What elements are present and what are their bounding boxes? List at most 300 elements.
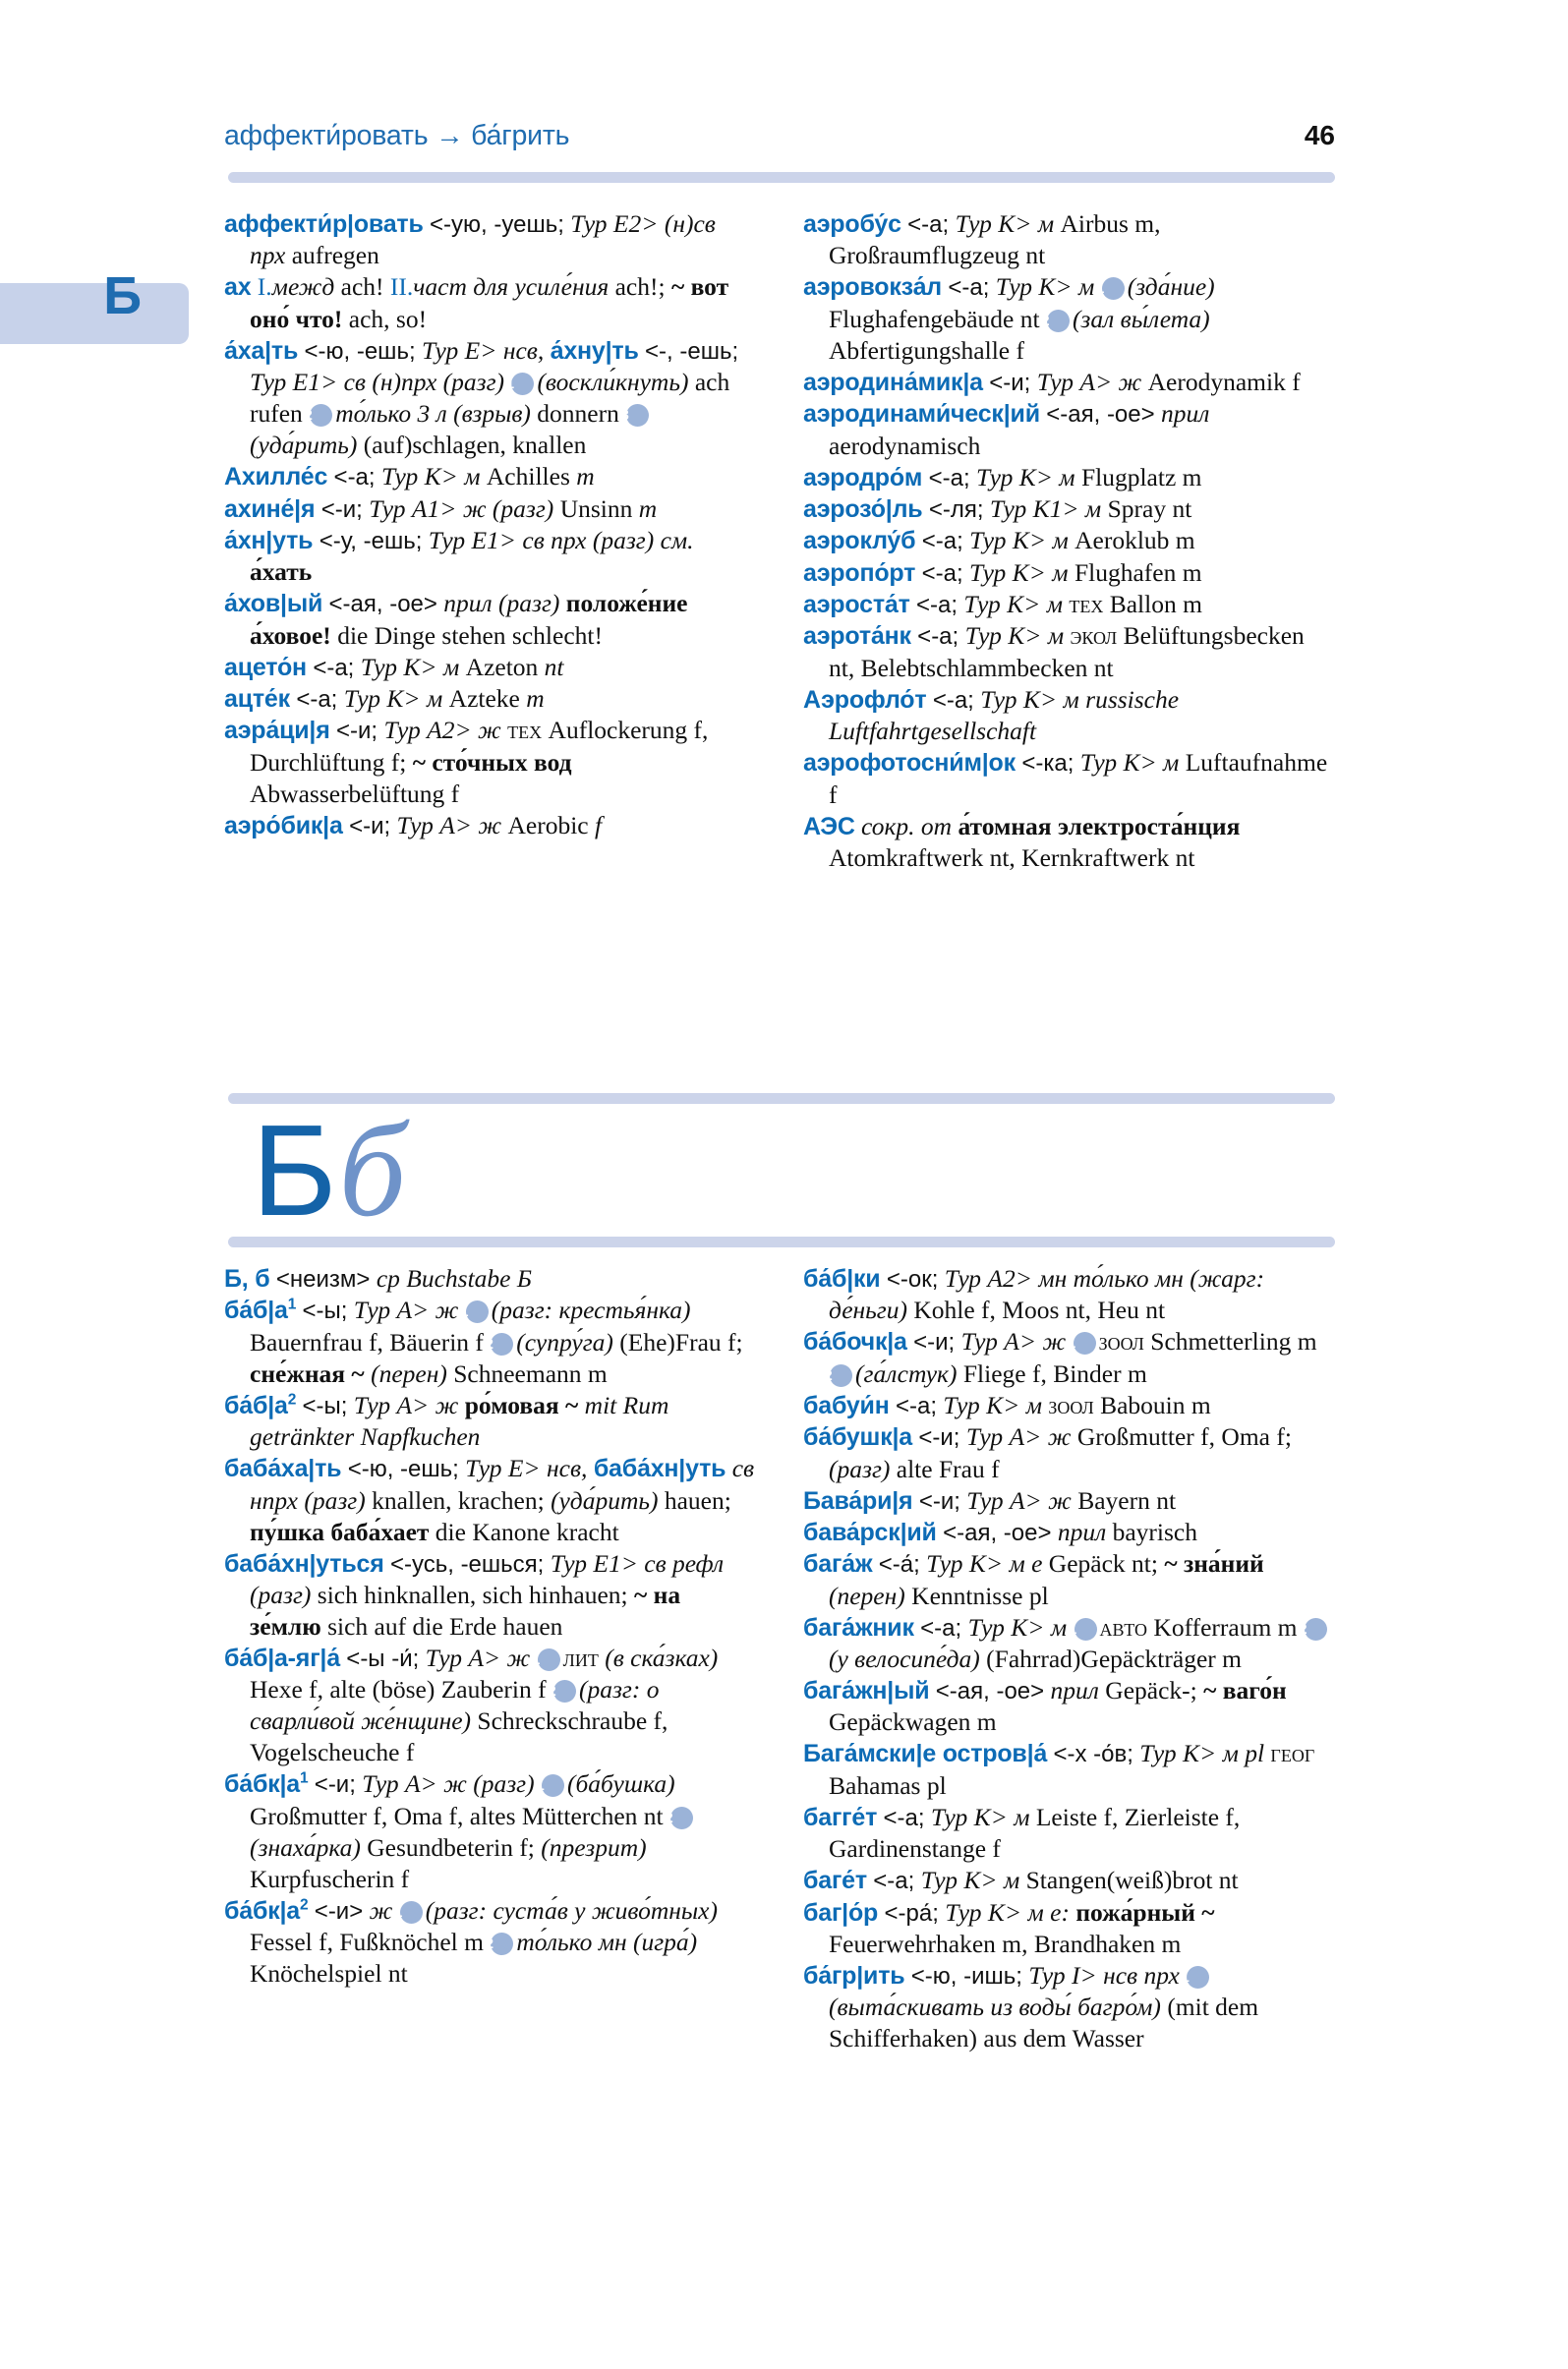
gender-label: ж [1118, 367, 1142, 396]
sense-1-translation: Flughafengebäude nt [829, 304, 1040, 333]
usage-label: (разг) [829, 1454, 891, 1483]
domain-label: тех [507, 716, 543, 745]
grammar-label: Тур K> [380, 462, 458, 491]
entry-aeroport [803, 557, 1335, 589]
translation: Stangen(weiß)brot nt [1025, 1866, 1239, 1895]
grammar-label: Тур A> [396, 810, 472, 839]
headword-text: ба́б|а [224, 1391, 288, 1419]
sense-number-2: 2 [1305, 1618, 1327, 1641]
grammar-label: Тур K> [964, 621, 1042, 651]
entry-aerodinamicheskiy [803, 398, 1335, 461]
de-gender: m [576, 462, 595, 491]
aspect-label: нсв, [502, 335, 545, 365]
sense-2-translation: donnern [537, 399, 619, 429]
inflection: <-усь, -ешься; [389, 1550, 545, 1578]
entry-babuin [803, 1390, 1335, 1421]
grammar-label: Тур K> [343, 684, 421, 713]
translation: Babouin m [1100, 1390, 1211, 1419]
translation: Leiste f, Zierleiste f, Gardinenstange f [829, 1802, 1241, 1864]
grammar-label: Тур K> [967, 1612, 1045, 1642]
headword: аффекти́р|овать [224, 210, 424, 238]
sense-number-1: 1 [1074, 1618, 1097, 1641]
sense-1-gloss: (ба́бушка) [566, 1769, 675, 1799]
page-number: 46 [1304, 120, 1335, 150]
translation-3: ach, so! [348, 304, 428, 333]
gender-label: м [1052, 526, 1069, 555]
sense-number-2: 2 [491, 1333, 513, 1356]
column-right-top [803, 208, 1335, 874]
entry-aeroklub [803, 525, 1335, 556]
sense-2-translation: Abfertigungshalle f [829, 335, 1024, 365]
domain-label: зоол [1048, 1390, 1094, 1419]
translation: Airbus m, Großraumflugzeug nt [829, 209, 1161, 270]
entry-b-letter [224, 1263, 756, 1295]
letter-thumb-tab [0, 266, 189, 344]
sense-2-gloss: (супру́га) [516, 1327, 613, 1357]
grammar-label: Тур A2> [944, 1264, 1032, 1293]
sense-3-translation: (auf)schlagen, knallen [363, 431, 587, 460]
grammar-label: Тур A> [362, 1769, 437, 1799]
headword: АЭС [803, 812, 855, 840]
headword: аэробу́с [803, 210, 901, 238]
headword: а́хов|ый [224, 590, 323, 618]
entry-ah [224, 271, 756, 334]
sense-2-translation-2: Kurpfuscherin f [250, 1864, 410, 1893]
grammar-label: Тур A> [353, 1296, 430, 1325]
translation: aufregen [291, 241, 379, 270]
translation: Buchstabe Б [406, 1264, 532, 1293]
inflection: <-а; [296, 686, 338, 713]
translation: Aerodynamik f [1147, 367, 1301, 396]
grammar-label: прил [1050, 1676, 1099, 1705]
sense-2-translation: (Fahrrad)Gepäckträger m [986, 1645, 1242, 1673]
domain-label: геог [1270, 1739, 1315, 1768]
gender-label: м pl [1222, 1739, 1265, 1768]
sense-number-1: 1 [1074, 1332, 1096, 1355]
sense-2-gloss: (знаха́рка) [250, 1832, 361, 1862]
headword: ацте́к [224, 685, 290, 713]
headword: аэрозо́|ль [803, 494, 923, 523]
translation: russische Luftfahrtgesellschaft [829, 684, 1180, 746]
collocation: сне́жная ~ [250, 1358, 365, 1388]
inflection: <-и; [989, 369, 1031, 396]
collocation-translation: die Kanone kracht [435, 1517, 619, 1546]
inflection: <-а; [932, 686, 974, 714]
sense-2-gloss: то́лько мн (игра́) [516, 1928, 698, 1956]
sense-number-2: 2 [670, 1807, 693, 1829]
gender-label: ж [1048, 1485, 1072, 1515]
gender-label: ж [478, 810, 502, 839]
running-head-title: аффекти́ровать → ба́грить [224, 120, 570, 151]
gender-label: ж [478, 716, 501, 745]
section-letter-wrap [228, 1096, 1335, 1244]
translation-2: alte Frau f [896, 1454, 1000, 1483]
translation: Großmutter f, Oma f; [1076, 1422, 1292, 1452]
translation: Feuerwehrhaken m, Brandhaken m [829, 1929, 1182, 1958]
homograph-number: 2 [300, 1896, 309, 1914]
gender-label: м е [1009, 1549, 1043, 1579]
gender-label: м е: [1027, 1897, 1070, 1927]
inflection: <-а; [948, 274, 990, 302]
entry-babka1 [224, 1768, 756, 1894]
headword-text: ба́б|а [224, 1297, 288, 1325]
headword: Ахилле́с [224, 463, 328, 491]
grammar-label: Тур K> [955, 209, 1032, 238]
aspect-label: нсв, [547, 1454, 588, 1483]
aspect-label-variant: св (н)прх (разг) [343, 368, 505, 397]
translation: Achilles [486, 462, 570, 491]
headword: бабуи́н [803, 1391, 890, 1419]
grammar-label: Тур K> [976, 462, 1053, 491]
grammar-label: Тур E> [465, 1454, 541, 1483]
aspect-label: нсв прх [1103, 1960, 1180, 1990]
grammar-label: Тур K> [360, 652, 437, 681]
translation: Ballon m [1109, 590, 1202, 618]
inflection: <-ю, -ешь; [347, 1456, 459, 1483]
entry-aerodrom [803, 462, 1335, 493]
grammar-label: ср [376, 1264, 400, 1293]
translation: Azeton [465, 652, 539, 681]
domain-label: тех [1069, 590, 1104, 618]
sense-2-translation: Schreckschraube f, Vogelscheuche f [250, 1706, 668, 1767]
de-gender: nt [544, 652, 564, 681]
sense-number-1: 1 [511, 373, 534, 395]
inflection: <неизм> [275, 1266, 371, 1293]
inflection: <-ы; [302, 1298, 348, 1325]
sense-2-translation: Fliege f, Binder m [962, 1358, 1147, 1388]
headword: а́ха|ть [224, 336, 299, 365]
collocation: ~ на зе́млю [250, 1580, 681, 1641]
inflection: <-ю, -ишь; [910, 1962, 1022, 1990]
grammar-label: прил (разг) [443, 589, 560, 618]
entry-bagrit [803, 1960, 1335, 2054]
inflection: <-а; [907, 211, 950, 238]
inflection: <-и; [918, 1487, 960, 1515]
headword: баба́ха|ть [224, 1455, 342, 1483]
inflection: <-а; [928, 464, 970, 491]
sense-number-2: 2 [553, 1680, 576, 1703]
gender-label: м [1050, 1612, 1068, 1642]
column-right-bottom [803, 1263, 1335, 2054]
grammar-label: Тур K> [1079, 748, 1157, 778]
entry-aerodinamika [803, 367, 1335, 398]
grammar-label: Тур A> [1036, 367, 1113, 396]
inflection: <-ля; [928, 495, 984, 523]
sense-1-translation: Großmutter f, Oma f, altes Mütterchen nt [250, 1801, 664, 1830]
inflection: <-ая, -ое> [328, 591, 437, 618]
gender-label: мн то́лько мн [1038, 1264, 1184, 1293]
collocation: положе́ние а́ховое! [250, 589, 688, 650]
gender-label: ж [506, 1643, 531, 1672]
translation: Aerobic [507, 810, 589, 839]
inflection: <-ы -и́; [346, 1645, 420, 1672]
headword: аэропо́рт [803, 558, 916, 587]
headword: бава́рск|ий [803, 1518, 937, 1546]
sense-2-gloss: (у велосипе́да) [829, 1645, 980, 1673]
translation: Azteke [448, 684, 520, 713]
entry-ahineya [224, 493, 756, 525]
collocation: ~ зна́ний [1164, 1549, 1264, 1579]
homograph-number: 2 [287, 1391, 297, 1409]
entry-ahilles [224, 461, 756, 492]
sense-1-gloss: (разг: суста́в у живо́тных) [425, 1895, 718, 1925]
inflection: <-ок; [886, 1266, 939, 1293]
gender-label: м [1046, 590, 1063, 618]
entry-baba-yaga [224, 1643, 756, 1768]
inflection: <-ую, -уешь; [430, 211, 564, 238]
entry-bagazh [803, 1548, 1335, 1611]
translation: Bahamas pl [829, 1770, 947, 1800]
headword-text: ба́бк|а [224, 1770, 300, 1799]
entry-ahnut [224, 525, 756, 588]
collocation: ~ вот оно́ что! [250, 272, 729, 333]
grammar-label: Тур A> [965, 1422, 1042, 1452]
headword: аэроклу́б [803, 527, 916, 555]
collocation-translation: Kenntnisse pl [911, 1581, 1049, 1610]
gender-label: ж [1042, 1327, 1067, 1357]
grammar-label: Тур A> [353, 1390, 430, 1419]
headword: Аэрофло́т [803, 685, 927, 714]
grammar-label: Тур K> [1139, 1739, 1217, 1768]
inflection: <-и> [314, 1897, 364, 1925]
sense-number-1: 1 [466, 1300, 489, 1323]
entry-aerotank [803, 620, 1335, 683]
grammar-label: Тур K> [995, 272, 1073, 302]
de-gender: m [526, 684, 545, 713]
grammar-label: Тур K> [969, 526, 1047, 555]
translation: Gepäck nt; [1048, 1549, 1158, 1579]
grammar-label: Тур E1> [550, 1548, 638, 1578]
inflection: <-х -о́в; [1053, 1741, 1133, 1768]
sense-1-gloss: (воскли́кнуть) [537, 368, 689, 397]
gender-label: м [1037, 209, 1055, 238]
sense-number-2: 2 [310, 404, 332, 427]
translation: Atomkraftwerk nt, Kernkraftwerk nt [829, 842, 1195, 872]
translation: Spray nt [1107, 493, 1192, 523]
entry-bagazhnyy [803, 1675, 1335, 1738]
gender-label: м [1163, 748, 1180, 778]
running-head [224, 120, 1335, 152]
headword: а́хн|уть [224, 526, 314, 554]
entry-aeraciya [224, 715, 756, 809]
headword: бага́ж [803, 1550, 873, 1579]
grammar-label: Тур K> [920, 1866, 998, 1895]
inflection: <-ая, -ое> [935, 1678, 1045, 1705]
headword-variant: баба́хн|уть [593, 1455, 726, 1483]
entry-aerofotosnimok [803, 747, 1335, 810]
translation-2: ach!; [614, 272, 666, 302]
gender-label: м [1052, 557, 1069, 587]
headword-variant: а́хну|ть [550, 336, 639, 365]
inflection: <-а; [920, 1614, 962, 1642]
gender-label: м [464, 462, 481, 491]
grammar-label: Тур E2> (н)св прх [250, 209, 716, 270]
inflection: <-у, -ешь; [319, 527, 423, 554]
gender-label: м [1084, 493, 1102, 523]
grammar-label: Тур K> [930, 1802, 1008, 1831]
headword: ба́бочк|а [803, 1328, 907, 1357]
headword: Бава́ри|я [803, 1486, 913, 1515]
sense-number-2: 2 [491, 1933, 513, 1955]
translation: Auflockerung f, Durchlüftung f; [250, 716, 709, 777]
sense-1-gloss: (зда́ние) [1127, 272, 1215, 302]
grammar-label: Тур A> [966, 1485, 1042, 1515]
grammar-label: Тур K> [963, 590, 1041, 618]
translation: die Dinge stehen schlecht! [337, 620, 603, 650]
translation: mit Rum getränkter Napfkuchen [250, 1390, 669, 1452]
inflection-variant: <-, -ешь; [645, 337, 739, 365]
translation: Flugplatz m [1080, 462, 1202, 491]
sense-1-translation: Bauernfrau f, Bäuerin f [250, 1327, 484, 1357]
sense-2-gloss: то́лько 3 л (взрыв) [335, 399, 531, 429]
grammar-label-1: межд [271, 272, 335, 302]
entry-babahnutsya [224, 1548, 756, 1643]
translation: Unsinn [559, 493, 633, 523]
entry-bagamskie-ostrova [803, 1738, 1335, 1801]
sense-1-translation: Schmetterling m [1150, 1327, 1317, 1357]
headword: баба́хн|уться [224, 1549, 384, 1578]
grammar-label: Тур K1> [989, 493, 1079, 523]
sense-number-1: 1 [1187, 1966, 1209, 1989]
inflection: <-ра́; [884, 1899, 939, 1927]
translation: Belüftungsbecken nt, Belebtschlammbecken nt [829, 621, 1305, 682]
headword: ба́бушк|а [803, 1423, 913, 1452]
top-columns [224, 208, 1335, 874]
entry-bavarskiy [803, 1517, 1335, 1548]
grammar-label: прил [1161, 399, 1210, 429]
roman-numeral-1: I. [257, 272, 272, 302]
inflection: <-а; [883, 1804, 925, 1831]
sense-2-translation: Gesundbeterin f; [367, 1832, 535, 1862]
headword [224, 1897, 308, 1925]
sense-2-label: (презрит) [541, 1832, 647, 1862]
translation: Aeroklub m [1074, 526, 1195, 555]
entry-babki [803, 1263, 1335, 1326]
gender-label: м [1059, 462, 1075, 491]
headword [224, 1297, 296, 1324]
translation: sich hinknallen, sich hinhauen; [317, 1580, 628, 1609]
headword: ахине́|я [224, 494, 316, 523]
translation-2: hauen; [664, 1485, 731, 1515]
grammar-label: Тур A2> [383, 716, 472, 745]
gender-label: ж [1047, 1422, 1072, 1452]
sense-1-gloss: (разг: крестья́нка) [491, 1296, 691, 1325]
entry-ahovyy [224, 588, 756, 651]
grammar-label-2: част для усиле́ния [413, 272, 610, 302]
grammar-label: Тур K> [943, 1390, 1020, 1419]
entry-aceton [224, 652, 756, 683]
sense-number-2: 2 [1047, 310, 1070, 332]
sense-number-3: 3 [626, 404, 649, 427]
abbrev-expansion: а́томная электроста́нция [958, 811, 1241, 840]
sense-1-domain: лит [562, 1643, 599, 1672]
entry-bagor [803, 1897, 1335, 1960]
sense-1-domain: зоол [1098, 1327, 1144, 1357]
entry-baba1 [224, 1295, 756, 1389]
entry-aerostat [803, 589, 1335, 620]
translation: aerodynamisch [829, 431, 981, 460]
gender-label: ж [435, 1296, 459, 1325]
usage-label: (разг) [473, 1769, 535, 1799]
headword [224, 1770, 308, 1798]
section-letter-uppercase: Б [252, 1097, 339, 1242]
sense-1-translation: Kofferraum m [1153, 1612, 1298, 1642]
crossref-target[interactable]: а́хать [250, 557, 313, 587]
translation: Gepäck-; [1105, 1676, 1197, 1705]
gender-label: ж [435, 1390, 459, 1419]
inflection: <-а; [896, 1392, 938, 1419]
entry-aerobika [224, 810, 756, 841]
translation-1: ach! [340, 272, 384, 302]
inflection: <-ка; [1021, 750, 1074, 778]
sense-number-2: 2 [830, 1364, 852, 1387]
aspect-label: св рефл (разг) [250, 1548, 725, 1609]
abbrev-label: сокр. от [861, 811, 953, 840]
sense-2-gloss: (разг: о сварли́вой же́нщине) [250, 1675, 660, 1736]
collocation-translation: Gepäckwagen m [829, 1707, 997, 1737]
inflection: <-и; [349, 812, 391, 839]
sense-1-translation: Hexe f, alte (böse) Zauberin f [250, 1675, 547, 1705]
grammar-label: Тур E1> [428, 525, 517, 554]
de-gender: f [595, 810, 603, 839]
headword: бага́жник [803, 1613, 914, 1642]
translation: Luftaufnahme f [829, 748, 1328, 809]
inflection: <-а́; [878, 1551, 920, 1579]
headword: баг|о́р [803, 1898, 879, 1927]
grammar-label-variant: Тур E1> [250, 368, 338, 397]
collocation-translation: sich auf die Erde hauen [327, 1611, 563, 1641]
grammar-label: Тур E> [421, 335, 497, 365]
entry-aerobus [803, 208, 1335, 271]
headword [224, 1392, 296, 1419]
usage-label: (разг) [492, 493, 554, 523]
inflection: <-ю, -ешь; [304, 337, 416, 365]
entry-babahat [224, 1453, 756, 1547]
gender-label: м [1014, 1802, 1030, 1831]
headword: аэродина́мик|а [803, 368, 983, 396]
aspect-label: св прх (разг) [522, 525, 655, 554]
entry-bavariya [803, 1485, 1335, 1517]
gloss-2: (уда́рить) [551, 1485, 659, 1515]
inflection: <-и; [335, 718, 378, 745]
grammar-label: прил [1057, 1517, 1107, 1546]
grammar-label: Тур A> [425, 1643, 501, 1672]
sense-number-1: 1 [542, 1774, 564, 1797]
inflection: <-и; [913, 1329, 956, 1357]
grammar-label: Тур A1> [369, 493, 457, 523]
sense-1-translation: Fessel f, Fußknöchel m [250, 1928, 484, 1956]
gender-label: ж [443, 1769, 467, 1799]
headword: аэродро́м [803, 463, 923, 491]
entry-bagazhnik [803, 1612, 1335, 1675]
inflection: <-а; [873, 1868, 915, 1895]
homograph-number: 1 [287, 1297, 297, 1314]
sense-1-translation: ach rufen [250, 368, 730, 429]
entry-aerovokzal [803, 271, 1335, 366]
inflection: <-а; [313, 654, 355, 681]
entry-aeroflot [803, 684, 1335, 747]
section-letter-block [228, 1093, 1335, 1247]
inflection: <-а; [333, 464, 376, 491]
grammar-label-variant: св нпрх (разг) [250, 1454, 755, 1515]
collocation: ро́мовая ~ [464, 1390, 579, 1419]
headword: аэрота́нк [803, 622, 911, 651]
grammar-label: Тур A> [960, 1327, 1037, 1357]
entry-babka2 [224, 1895, 756, 1990]
inflection: <-и; [320, 495, 363, 523]
grammar-label: Тур K> [980, 684, 1058, 714]
gender-label: ж [369, 1895, 393, 1925]
